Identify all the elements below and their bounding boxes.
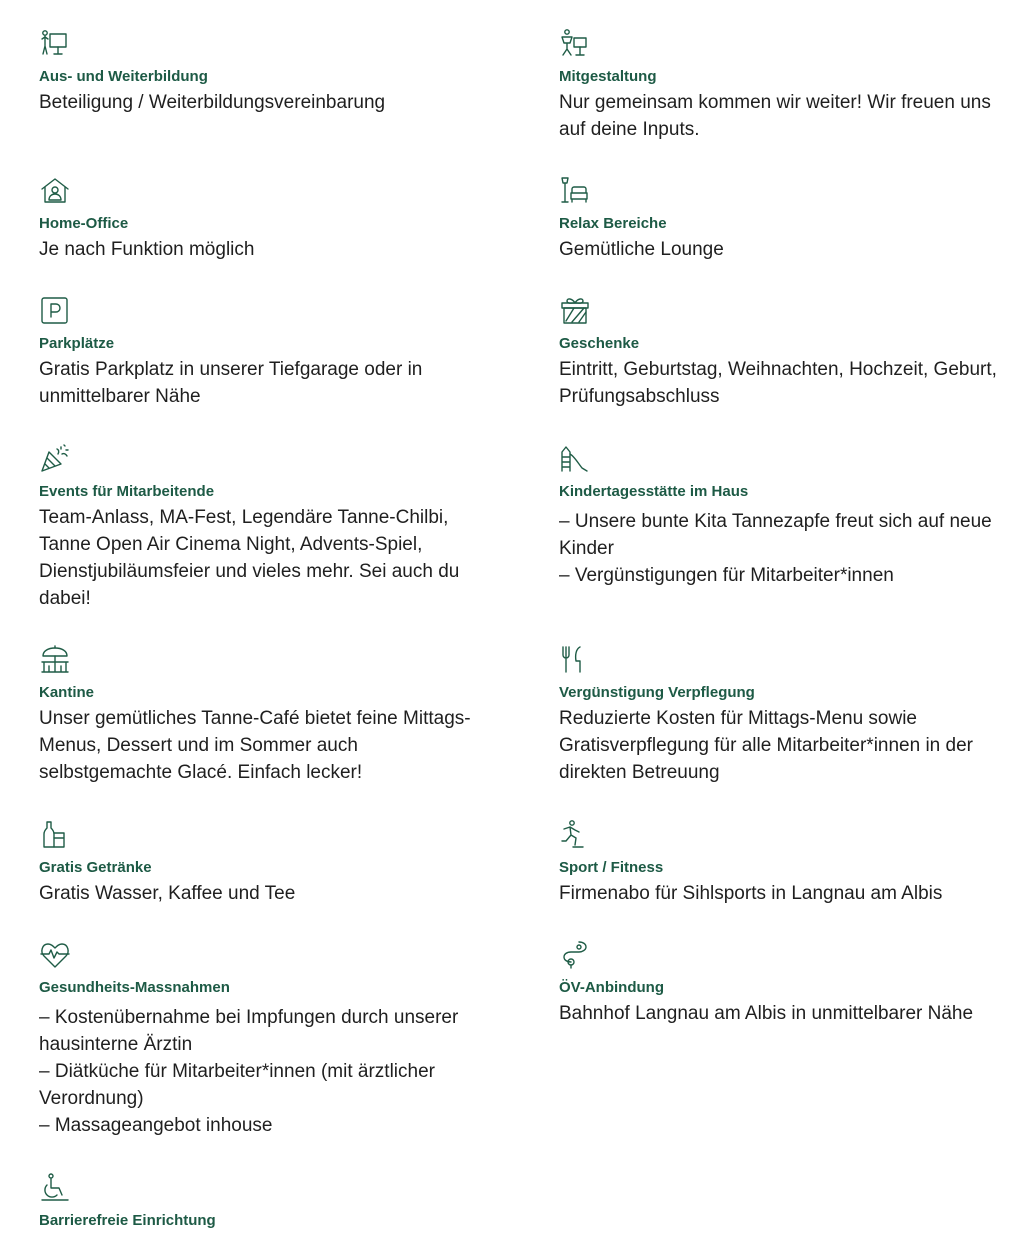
bullet-item: – Vergünstigungen für Mitarbeiter*innen xyxy=(559,565,894,586)
benefit-title: Home-Office xyxy=(39,215,129,232)
benefit-mitgestaltung xyxy=(559,28,999,143)
benefit-getraenke xyxy=(39,819,479,907)
benefit-aus-weiterbildung xyxy=(39,28,479,116)
cafe-table-icon xyxy=(39,644,71,676)
route-icon xyxy=(559,939,591,971)
benefit-title: Kantine xyxy=(39,684,95,701)
benefit-geschenke xyxy=(559,295,999,410)
benefit-text: Gratis Wasser, Kaffee und Tee xyxy=(39,883,296,904)
benefit-home-office xyxy=(39,175,479,263)
benefit-text: Unser gemütliches Tanne-Café bietet feine Mittags-Menus, Dessert und im Sommer auch selbstgemachte Glacé. Einfach lecker! xyxy=(39,708,471,783)
bullet-item: – Unsere bunte Kita Tannezapfe freut sich auf neue Kinder xyxy=(559,511,992,559)
benefit-barrierefrei xyxy=(39,1172,479,1231)
teacher-board-icon xyxy=(39,28,71,60)
collaboration-icon xyxy=(559,28,591,60)
benefit-kantine xyxy=(39,644,479,786)
benefit-parkplaetze xyxy=(39,295,479,410)
wheelchair-icon xyxy=(39,1172,71,1204)
benefit-verpflegung xyxy=(559,644,999,786)
gift-icon xyxy=(559,295,591,327)
benefit-bullets xyxy=(559,508,999,589)
heartbeat-icon xyxy=(39,939,71,971)
benefit-title: Geschenke xyxy=(559,335,640,352)
bullet-item: – Massageangebot inhouse xyxy=(39,1115,273,1136)
bullet-item: – Kostenübernahme bei Impfungen durch unserer hausinterne Ärztin xyxy=(39,1007,459,1055)
benefit-title: Vergünstigung Verpflegung xyxy=(559,684,755,701)
benefit-events xyxy=(39,443,479,612)
party-popper-icon xyxy=(39,443,71,475)
benefit-text: Beteiligung / Weiterbildungsvereinbarung xyxy=(39,92,386,113)
benefit-sport xyxy=(559,819,999,907)
parking-icon xyxy=(39,295,71,327)
bullet-item: – Diätküche für Mitarbeiter*innen (mit ärztlicher Verordnung) xyxy=(39,1061,435,1109)
playground-slide-icon xyxy=(559,443,591,475)
benefit-title: Sport / Fitness xyxy=(559,859,664,876)
benefit-title: Aus- und Weiterbildung xyxy=(39,68,208,85)
benefit-gesundheit xyxy=(39,939,479,1139)
benefit-title: ÖV-Anbindung xyxy=(559,979,664,996)
benefit-oev xyxy=(559,939,999,1027)
benefit-title: Gratis Getränke xyxy=(39,859,152,876)
lounge-lamp-sofa-icon xyxy=(559,175,591,207)
benefit-text: Bahnhof Langnau am Albis in unmittelbarer Nähe xyxy=(559,1003,974,1024)
benefit-text: Gemütliche Lounge xyxy=(559,239,724,260)
benefit-text: Firmenabo für Sihlsports in Langnau am Albis xyxy=(559,883,943,904)
benefit-text: Reduzierte Kosten für Mittags-Menu sowie Gratisverpflegung für alle Mitarbeiter*innen in der direkten Betreuung xyxy=(559,708,973,783)
benefit-title: Mitgestaltung xyxy=(559,68,657,85)
home-person-icon xyxy=(39,175,71,207)
benefit-text: Nur gemeinsam kommen wir weiter! Wir freuen uns auf deine Inputs. xyxy=(559,92,991,140)
benefit-bullets xyxy=(39,1004,479,1139)
benefit-title: Barrierefreie Einrichtung xyxy=(39,1212,216,1229)
benefit-title: Parkplätze xyxy=(39,335,115,352)
benefit-title: Gesundheits-Massnahmen xyxy=(39,979,230,996)
benefit-title: Kindertagesstätte im Haus xyxy=(559,483,749,500)
benefit-title: Relax Bereiche xyxy=(559,215,667,232)
benefit-text: Eintritt, Geburtstag, Weihnachten, Hochzeit, Geburt, Prüfungsabschluss xyxy=(559,359,997,407)
benefit-text: Gratis Parkplatz in unserer Tiefgarage oder in unmittelbarer Nähe xyxy=(39,359,423,407)
benefit-title: Events für Mitarbeitende xyxy=(39,483,215,500)
fork-knife-icon xyxy=(559,644,591,676)
benefit-relax xyxy=(559,175,999,263)
benefit-text: Team-Anlass, MA-Fest, Legendäre Tanne-Chilbi, Tanne Open Air Cinema Night, Advents-Spiel, Dienstjubiläumsfeier und vieles mehr. Sei auch du dabei! xyxy=(39,507,460,609)
benefit-text: Je nach Funktion möglich xyxy=(39,239,255,260)
running-person-icon xyxy=(559,819,591,851)
benefit-kita xyxy=(559,443,999,589)
bottle-glass-icon xyxy=(39,819,71,851)
